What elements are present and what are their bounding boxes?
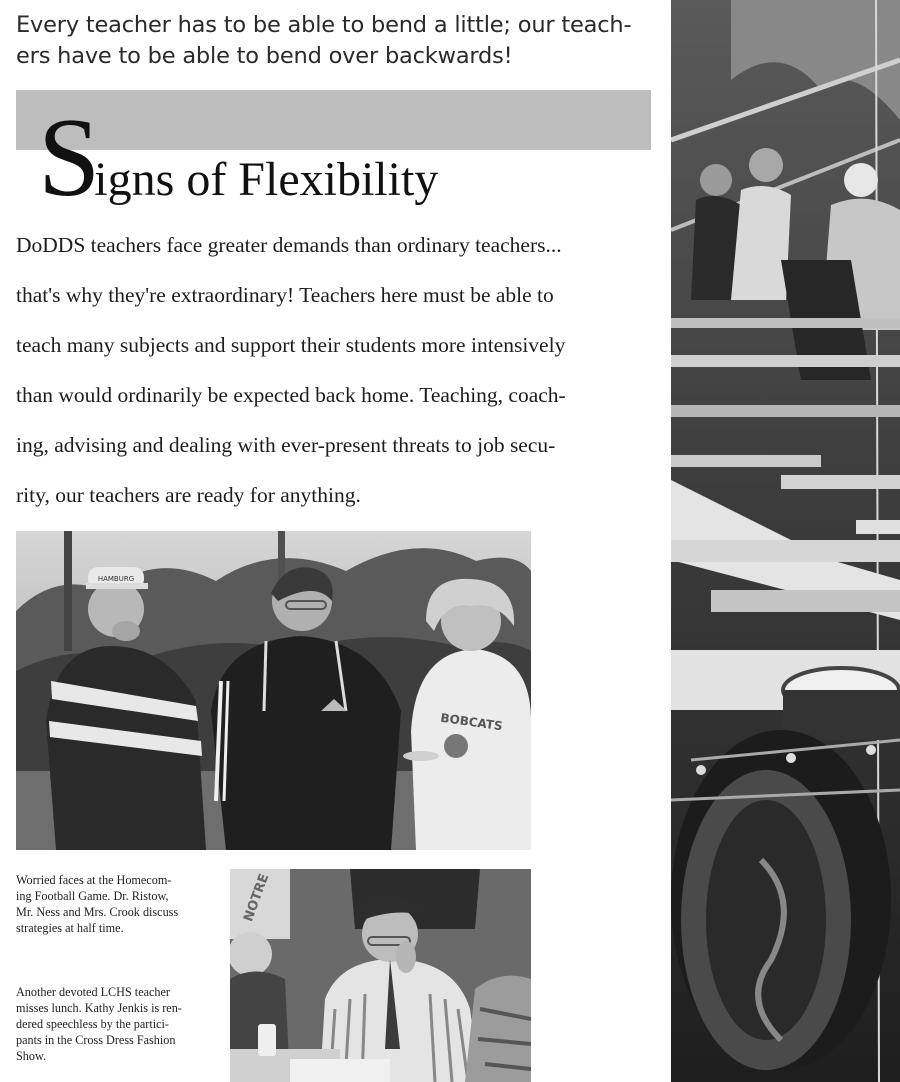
tagline — [16, 10, 656, 72]
page-title — [38, 96, 439, 220]
body-line: rity, our teachers are ready for anything. — [16, 483, 361, 507]
tagline-line-1: Every teacher has to be able to bend a little; our teach- — [16, 12, 632, 38]
body-line: teach many subjects and support their students more intensively — [16, 333, 566, 357]
homecoming-caption — [16, 872, 222, 936]
title-drop-cap: S — [38, 96, 101, 220]
caption-line: pants in the Cross Dress Fashion — [16, 1033, 176, 1047]
shirt-text: NOTRE — [241, 871, 273, 924]
bleachers-photo — [671, 0, 900, 1082]
caption-line: ing Football Game. Dr. Ristow, — [16, 889, 169, 903]
body-line: DoDDS teachers face greater demands than ordinary teachers... — [16, 233, 562, 257]
caption-line: Show. — [16, 1049, 47, 1063]
cap-logo-text: HAMBURG — [97, 575, 135, 583]
caption-line: Mr. Ness and Mrs. Crook discuss — [16, 905, 179, 919]
caption-line: misses lunch. Kathy Jenkis is ren- — [16, 1001, 182, 1015]
homecoming-photo — [16, 531, 531, 850]
caption-line: strategies at half time. — [16, 921, 124, 935]
body-line: that's why they're extraordinary! Teachers here must be able to — [16, 283, 554, 307]
body-line: than would ordinarily be expected back home. Teaching, coach- — [16, 383, 566, 407]
lunch-photo — [230, 869, 531, 1082]
body-copy — [16, 224, 656, 524]
title-text: igns of Flexibility — [94, 153, 439, 206]
caption-line: Worried faces at the Homecom- — [16, 873, 172, 887]
lunch-caption — [16, 984, 222, 1064]
sweatshirt-text: BOBCATS — [439, 710, 504, 734]
tagline-line-2: ers have to be able to bend over backwards! — [16, 43, 513, 69]
caption-line: dered speechless by the partici- — [16, 1017, 169, 1031]
body-line: ing, advising and dealing with ever-present threats to job secu- — [16, 433, 556, 457]
caption-line: Another devoted LCHS teacher — [16, 985, 170, 999]
